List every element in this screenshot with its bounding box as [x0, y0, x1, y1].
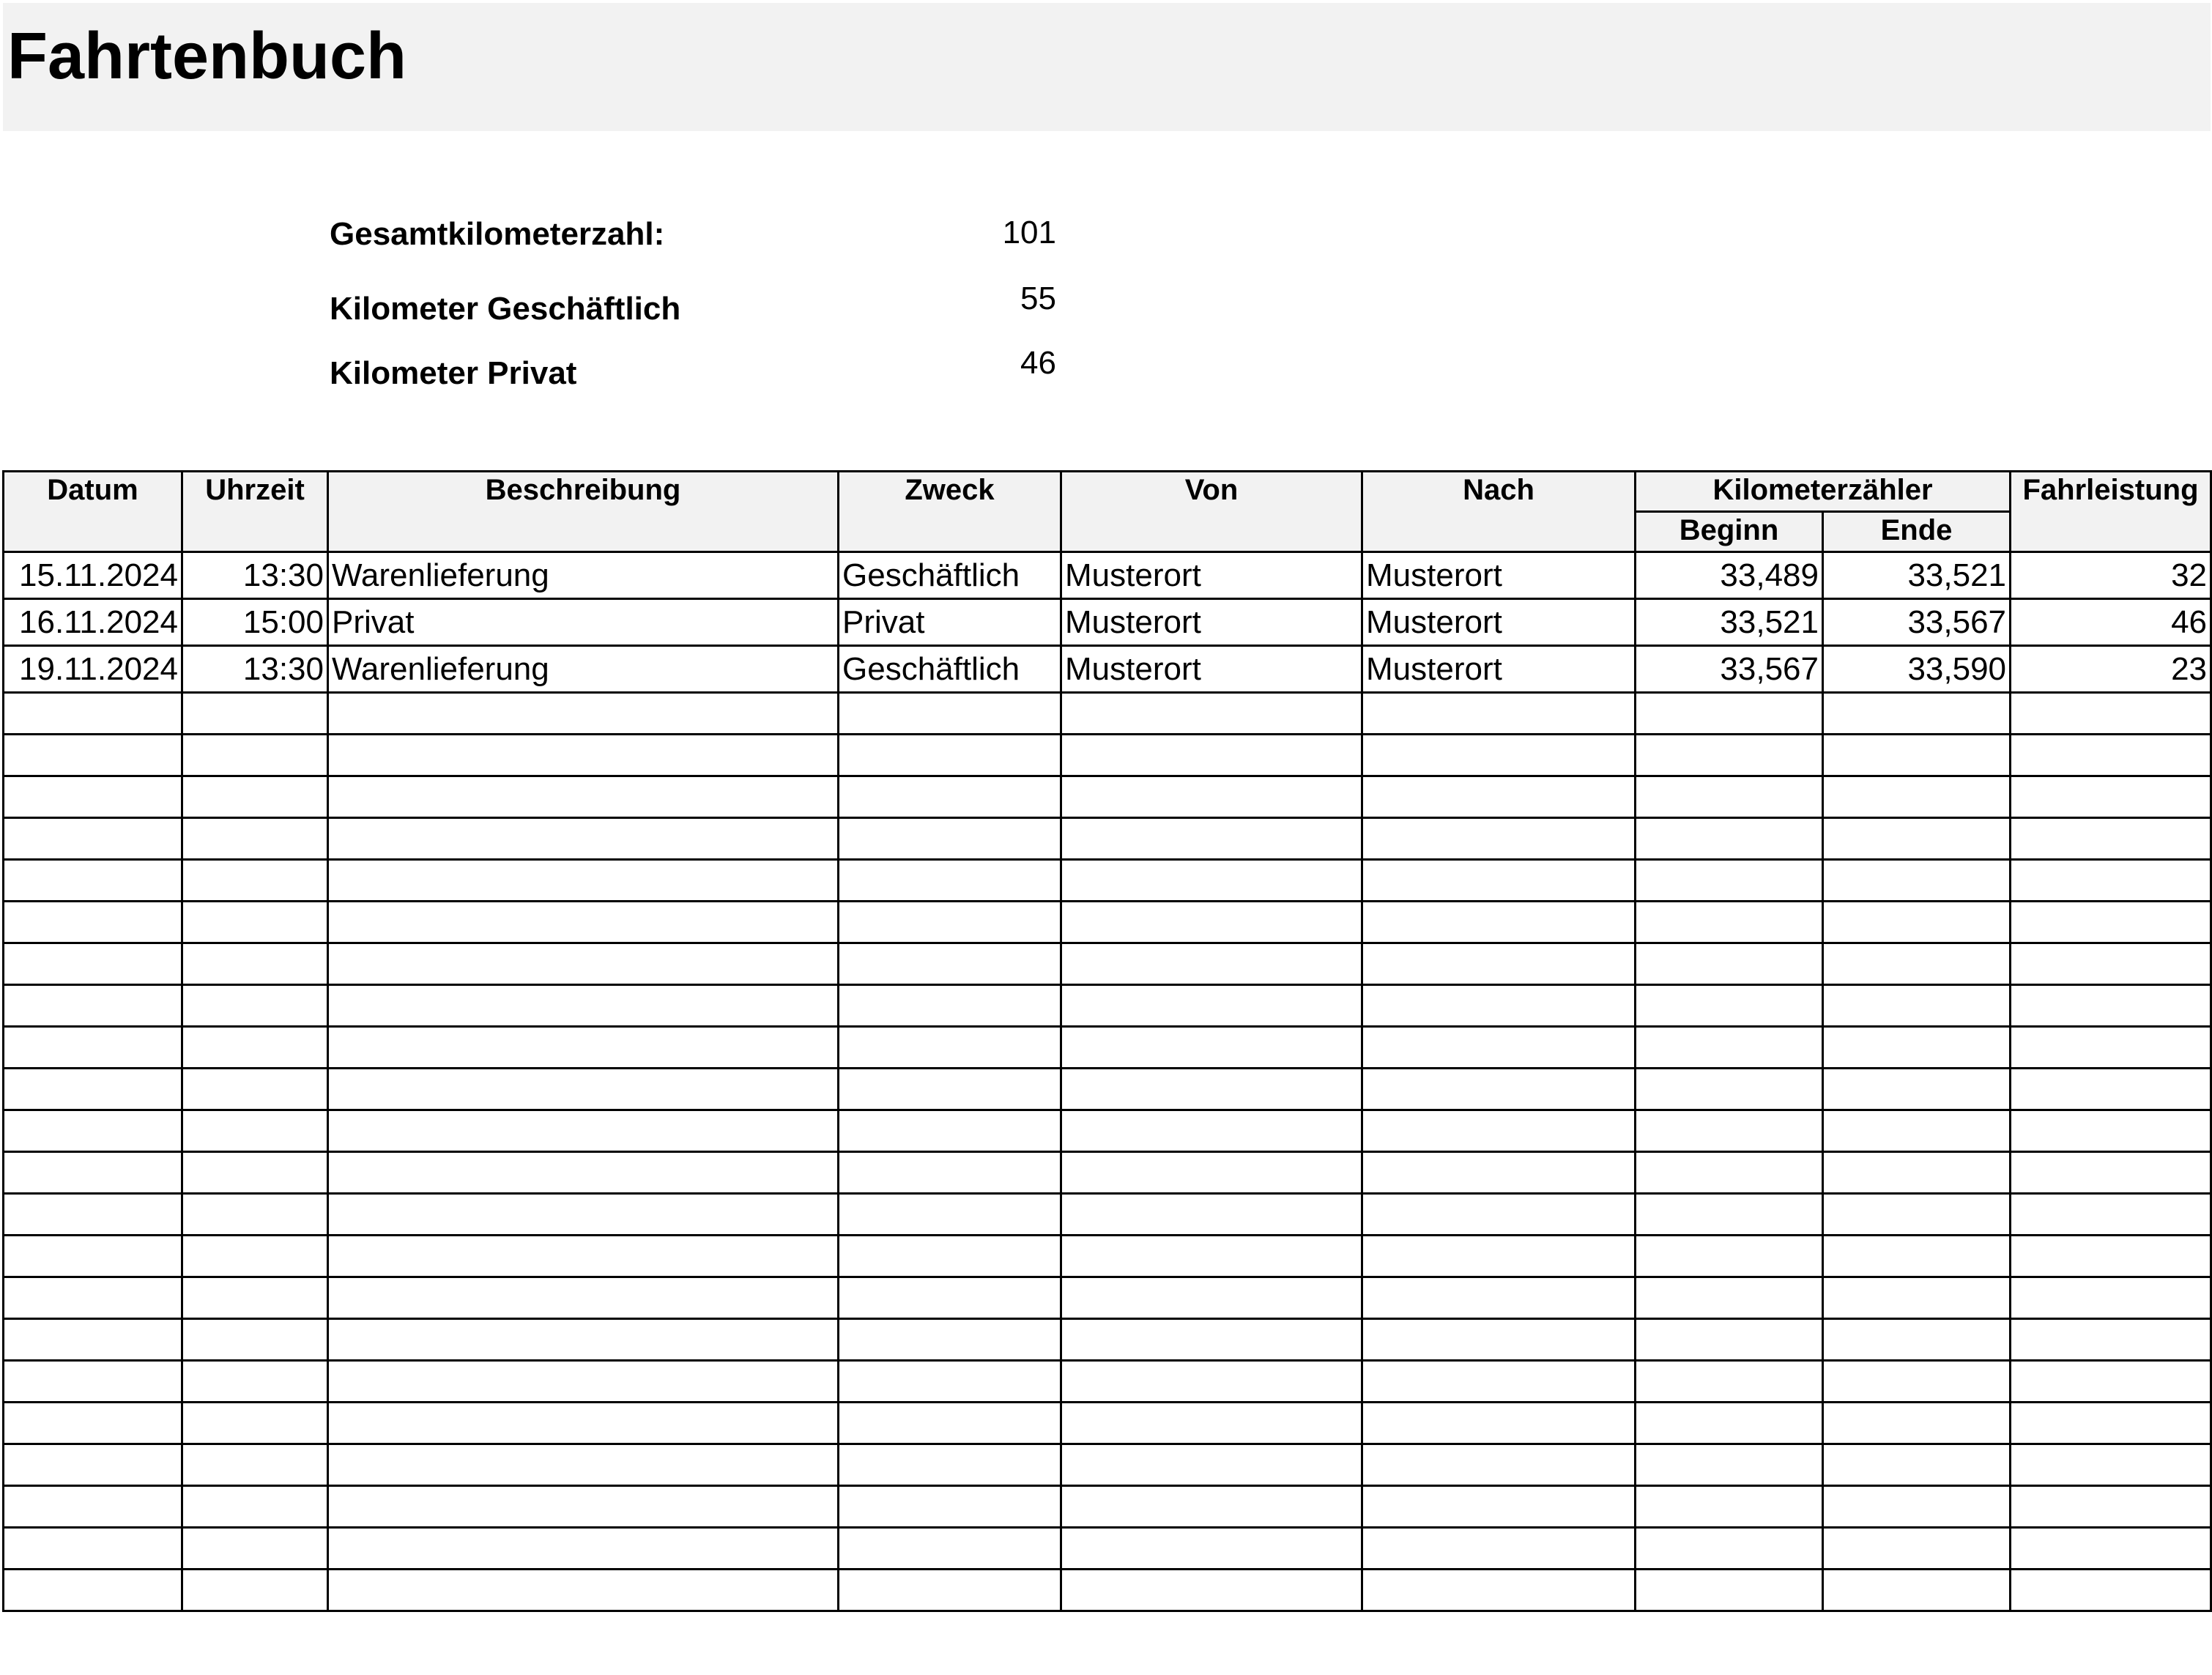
empty-cell-ende[interactable]: [1823, 943, 2011, 985]
empty-cell-von[interactable]: [1061, 1027, 1362, 1069]
empty-cell-von[interactable]: [1061, 1277, 1362, 1319]
empty-cell-nach[interactable]: [1362, 943, 1636, 985]
empty-cell-ende[interactable]: [1823, 1528, 2011, 1570]
cell-beginn[interactable]: 33,567: [1636, 646, 1823, 693]
empty-cell-beginn[interactable]: [1636, 1403, 1823, 1444]
page-title: Fahrtenbuch: [7, 20, 407, 93]
empty-cell-von[interactable]: [1061, 985, 1362, 1027]
empty-cell-beschreibung[interactable]: [328, 1444, 839, 1486]
header-datum[interactable]: Datum: [4, 472, 182, 552]
empty-table-row: [4, 1236, 2211, 1277]
empty-cell-nach[interactable]: [1362, 1444, 1636, 1486]
cell-von[interactable]: Musterort: [1061, 552, 1362, 599]
cell-beschreibung[interactable]: Warenlieferung: [328, 646, 839, 693]
empty-cell-von[interactable]: [1061, 693, 1362, 735]
empty-cell-uhrzeit[interactable]: [182, 735, 328, 776]
empty-cell-datum[interactable]: [4, 1528, 182, 1570]
empty-cell-nach[interactable]: [1362, 1110, 1636, 1152]
cell-uhrzeit[interactable]: 13:30: [182, 552, 328, 599]
empty-cell-von[interactable]: [1061, 1236, 1362, 1277]
header-beschreibung[interactable]: Beschreibung: [328, 472, 839, 552]
cell-fahrleistung[interactable]: 23: [2011, 646, 2211, 693]
empty-cell-zweck[interactable]: [839, 1444, 1061, 1486]
cell-uhrzeit[interactable]: 13:30: [182, 646, 328, 693]
empty-cell-von[interactable]: [1061, 818, 1362, 860]
empty-cell-nach[interactable]: [1362, 1319, 1636, 1361]
empty-cell-nach[interactable]: [1362, 1152, 1636, 1194]
empty-cell-beginn[interactable]: [1636, 1486, 1823, 1528]
empty-cell-zweck[interactable]: [839, 1570, 1061, 1611]
empty-cell-beschreibung[interactable]: [328, 1403, 839, 1444]
empty-cell-datum[interactable]: [4, 1319, 182, 1361]
empty-cell-beschreibung[interactable]: [328, 1570, 839, 1611]
empty-cell-fahrleistung[interactable]: [2011, 1027, 2211, 1069]
empty-cell-zweck[interactable]: [839, 776, 1061, 818]
empty-cell-von[interactable]: [1061, 1486, 1362, 1528]
business-km-label: Kilometer Geschäftlich: [330, 291, 681, 327]
empty-cell-ende[interactable]: [1823, 735, 2011, 776]
empty-cell-beschreibung[interactable]: [328, 735, 839, 776]
empty-table-row: [4, 1319, 2211, 1361]
empty-cell-uhrzeit[interactable]: [182, 943, 328, 985]
cell-zweck[interactable]: Geschäftlich: [839, 646, 1061, 693]
table-body: [4, 552, 2211, 1611]
empty-cell-uhrzeit[interactable]: [182, 1319, 328, 1361]
table-header-row: [4, 472, 2211, 512]
empty-cell-beschreibung[interactable]: [328, 693, 839, 735]
empty-cell-fahrleistung[interactable]: [2011, 1236, 2211, 1277]
trip-log-table: [2, 470, 2212, 1612]
empty-cell-beschreibung[interactable]: [328, 985, 839, 1027]
empty-cell-datum[interactable]: [4, 818, 182, 860]
private-km-value[interactable]: 46: [1020, 345, 1056, 381]
cell-nach[interactable]: Musterort: [1362, 646, 1636, 693]
empty-cell-nach[interactable]: [1362, 860, 1636, 902]
empty-cell-zweck[interactable]: [839, 902, 1061, 943]
empty-table-row: [4, 776, 2211, 818]
empty-cell-datum[interactable]: [4, 1277, 182, 1319]
empty-cell-uhrzeit[interactable]: [182, 1194, 328, 1236]
empty-cell-fahrleistung[interactable]: [2011, 985, 2211, 1027]
empty-cell-beschreibung[interactable]: [328, 776, 839, 818]
header-nach[interactable]: Nach: [1362, 472, 1636, 552]
empty-cell-uhrzeit[interactable]: [182, 1069, 328, 1110]
empty-cell-beschreibung[interactable]: [328, 1069, 839, 1110]
empty-cell-fahrleistung[interactable]: [2011, 1444, 2211, 1486]
empty-cell-fahrleistung[interactable]: [2011, 1277, 2211, 1319]
header-zweck[interactable]: Zweck: [839, 472, 1061, 552]
cell-beschreibung[interactable]: Warenlieferung: [328, 552, 839, 599]
empty-cell-beginn[interactable]: [1636, 1319, 1823, 1361]
empty-cell-ende[interactable]: [1823, 1486, 2011, 1528]
empty-cell-uhrzeit[interactable]: [182, 1236, 328, 1277]
empty-table-row: [4, 693, 2211, 735]
empty-cell-fahrleistung[interactable]: [2011, 943, 2211, 985]
empty-cell-beschreibung[interactable]: [328, 818, 839, 860]
empty-cell-nach[interactable]: [1362, 1236, 1636, 1277]
empty-cell-beginn[interactable]: [1636, 776, 1823, 818]
empty-cell-zweck[interactable]: [839, 943, 1061, 985]
empty-cell-nach[interactable]: [1362, 1027, 1636, 1069]
empty-cell-fahrleistung[interactable]: [2011, 1152, 2211, 1194]
empty-cell-zweck[interactable]: [839, 985, 1061, 1027]
empty-table-row: [4, 1277, 2211, 1319]
empty-cell-fahrleistung[interactable]: [2011, 1570, 2211, 1611]
empty-cell-beschreibung[interactable]: [328, 1528, 839, 1570]
empty-cell-zweck[interactable]: [839, 1236, 1061, 1277]
empty-cell-ende[interactable]: [1823, 693, 2011, 735]
total-km-value[interactable]: 101: [1002, 215, 1056, 250]
empty-cell-zweck[interactable]: [839, 1110, 1061, 1152]
empty-cell-beginn[interactable]: [1636, 735, 1823, 776]
empty-cell-datum[interactable]: [4, 1194, 182, 1236]
empty-table-row: [4, 1110, 2211, 1152]
cell-datum[interactable]: 19.11.2024: [4, 646, 182, 693]
empty-cell-nach[interactable]: [1362, 1194, 1636, 1236]
empty-cell-zweck[interactable]: [839, 1069, 1061, 1110]
empty-cell-nach[interactable]: [1362, 1361, 1636, 1403]
cell-von[interactable]: Musterort: [1061, 646, 1362, 693]
empty-cell-zweck[interactable]: [839, 1027, 1061, 1069]
empty-cell-von[interactable]: [1061, 943, 1362, 985]
empty-cell-ende[interactable]: [1823, 1361, 2011, 1403]
empty-cell-datum[interactable]: [4, 1110, 182, 1152]
empty-cell-zweck[interactable]: [839, 1528, 1061, 1570]
cell-nach[interactable]: Musterort: [1362, 599, 1636, 646]
empty-cell-beginn[interactable]: [1636, 1570, 1823, 1611]
empty-table-row: [4, 1570, 2211, 1611]
empty-cell-ende[interactable]: [1823, 776, 2011, 818]
empty-cell-datum[interactable]: [4, 1027, 182, 1069]
empty-cell-uhrzeit[interactable]: [182, 985, 328, 1027]
empty-cell-datum[interactable]: [4, 1361, 182, 1403]
empty-cell-ende[interactable]: [1823, 1152, 2011, 1194]
empty-cell-nach[interactable]: [1362, 985, 1636, 1027]
private-km-label: Kilometer Privat: [330, 355, 577, 391]
empty-cell-beschreibung[interactable]: [328, 1236, 839, 1277]
empty-cell-fahrleistung[interactable]: [2011, 693, 2211, 735]
empty-table-row: [4, 985, 2211, 1027]
empty-cell-nach[interactable]: [1362, 1277, 1636, 1319]
empty-cell-beginn[interactable]: [1636, 1110, 1823, 1152]
empty-cell-beschreibung[interactable]: [328, 1361, 839, 1403]
empty-cell-uhrzeit[interactable]: [182, 1110, 328, 1152]
cell-beschreibung[interactable]: Privat: [328, 599, 839, 646]
empty-cell-nach[interactable]: [1362, 735, 1636, 776]
empty-cell-nach[interactable]: [1362, 1403, 1636, 1444]
empty-cell-von[interactable]: [1061, 1361, 1362, 1403]
cell-nach[interactable]: Musterort: [1362, 552, 1636, 599]
empty-table-row: [4, 1528, 2211, 1570]
empty-cell-zweck[interactable]: [839, 1277, 1061, 1319]
empty-cell-fahrleistung[interactable]: [2011, 1403, 2211, 1444]
empty-table-row: [4, 1194, 2211, 1236]
empty-cell-von[interactable]: [1061, 1528, 1362, 1570]
empty-cell-zweck[interactable]: [839, 1486, 1061, 1528]
empty-table-row: [4, 943, 2211, 985]
empty-cell-zweck[interactable]: [839, 1403, 1061, 1444]
header-beginn[interactable]: Beginn: [1636, 512, 1823, 552]
empty-cell-nach[interactable]: [1362, 1528, 1636, 1570]
empty-table-row: [4, 1486, 2211, 1528]
table-row: [4, 599, 2211, 646]
empty-cell-beginn[interactable]: [1636, 1069, 1823, 1110]
empty-cell-beginn[interactable]: [1636, 1444, 1823, 1486]
empty-cell-uhrzeit[interactable]: [182, 860, 328, 902]
empty-cell-datum[interactable]: [4, 693, 182, 735]
empty-cell-ende[interactable]: [1823, 1570, 2011, 1611]
empty-cell-fahrleistung[interactable]: [2011, 902, 2211, 943]
empty-cell-fahrleistung[interactable]: [2011, 860, 2211, 902]
empty-cell-uhrzeit[interactable]: [182, 818, 328, 860]
empty-cell-ende[interactable]: [1823, 1319, 2011, 1361]
empty-cell-von[interactable]: [1061, 1194, 1362, 1236]
empty-cell-von[interactable]: [1061, 1319, 1362, 1361]
empty-cell-ende[interactable]: [1823, 1110, 2011, 1152]
empty-cell-ende[interactable]: [1823, 818, 2011, 860]
empty-cell-beschreibung[interactable]: [328, 902, 839, 943]
empty-cell-uhrzeit[interactable]: [182, 902, 328, 943]
cell-datum[interactable]: 15.11.2024: [4, 552, 182, 599]
header-von[interactable]: Von: [1061, 472, 1362, 552]
empty-cell-zweck[interactable]: [839, 735, 1061, 776]
empty-cell-ende[interactable]: [1823, 1027, 2011, 1069]
cell-datum[interactable]: 16.11.2024: [4, 599, 182, 646]
empty-cell-uhrzeit[interactable]: [182, 693, 328, 735]
empty-cell-nach[interactable]: [1362, 1069, 1636, 1110]
empty-cell-uhrzeit[interactable]: [182, 1528, 328, 1570]
empty-cell-nach[interactable]: [1362, 902, 1636, 943]
total-km-label: Gesamtkilometerzahl:: [330, 216, 665, 252]
empty-cell-beschreibung[interactable]: [328, 1110, 839, 1152]
cell-fahrleistung[interactable]: 32: [2011, 552, 2211, 599]
empty-cell-von[interactable]: [1061, 735, 1362, 776]
business-km-value[interactable]: 55: [1020, 281, 1056, 316]
header-kilometerzaehler[interactable]: Kilometerzähler: [1636, 472, 2011, 512]
empty-cell-fahrleistung[interactable]: [2011, 1528, 2211, 1570]
empty-cell-datum[interactable]: [4, 1152, 182, 1194]
empty-cell-zweck[interactable]: [839, 1152, 1061, 1194]
empty-cell-beginn[interactable]: [1636, 1528, 1823, 1570]
header-ende[interactable]: Ende: [1823, 512, 2011, 552]
empty-cell-fahrleistung[interactable]: [2011, 1361, 2211, 1403]
empty-cell-von[interactable]: [1061, 1152, 1362, 1194]
cell-fahrleistung[interactable]: 46: [2011, 599, 2211, 646]
empty-cell-uhrzeit[interactable]: [182, 1486, 328, 1528]
empty-cell-fahrleistung[interactable]: [2011, 1486, 2211, 1528]
empty-table-row: [4, 1027, 2211, 1069]
empty-cell-von[interactable]: [1061, 776, 1362, 818]
empty-cell-beginn[interactable]: [1636, 1152, 1823, 1194]
empty-cell-von[interactable]: [1061, 1570, 1362, 1611]
empty-cell-von[interactable]: [1061, 1069, 1362, 1110]
empty-cell-fahrleistung[interactable]: [2011, 1194, 2211, 1236]
empty-cell-beschreibung[interactable]: [328, 1194, 839, 1236]
cell-von[interactable]: Musterort: [1061, 599, 1362, 646]
empty-cell-nach[interactable]: [1362, 776, 1636, 818]
empty-cell-von[interactable]: [1061, 1110, 1362, 1152]
empty-cell-fahrleistung[interactable]: [2011, 1319, 2211, 1361]
empty-table-row: [4, 735, 2211, 776]
empty-cell-beginn[interactable]: [1636, 1194, 1823, 1236]
empty-cell-datum[interactable]: [4, 776, 182, 818]
empty-cell-uhrzeit[interactable]: [182, 1570, 328, 1611]
empty-table-row: [4, 860, 2211, 902]
title-band: [3, 3, 2211, 131]
empty-cell-beginn[interactable]: [1636, 860, 1823, 902]
summary-block: [330, 212, 1062, 391]
empty-table-row: [4, 902, 2211, 943]
empty-cell-beschreibung[interactable]: [328, 860, 839, 902]
empty-cell-zweck[interactable]: [839, 860, 1061, 902]
empty-cell-datum[interactable]: [4, 1236, 182, 1277]
cell-ende[interactable]: 33,590: [1823, 646, 2011, 693]
empty-cell-fahrleistung[interactable]: [2011, 735, 2211, 776]
empty-table-row: [4, 1069, 2211, 1110]
empty-cell-datum[interactable]: [4, 985, 182, 1027]
empty-cell-ende[interactable]: [1823, 902, 2011, 943]
empty-cell-uhrzeit[interactable]: [182, 1152, 328, 1194]
empty-cell-beschreibung[interactable]: [328, 1486, 839, 1528]
header-uhrzeit[interactable]: Uhrzeit: [182, 472, 328, 552]
empty-table-row: [4, 1444, 2211, 1486]
empty-cell-ende[interactable]: [1823, 1444, 2011, 1486]
empty-cell-ende[interactable]: [1823, 1277, 2011, 1319]
empty-cell-zweck[interactable]: [839, 1319, 1061, 1361]
empty-cell-ende[interactable]: [1823, 1236, 2011, 1277]
empty-cell-datum[interactable]: [4, 943, 182, 985]
empty-cell-beginn[interactable]: [1636, 943, 1823, 985]
empty-cell-von[interactable]: [1061, 860, 1362, 902]
empty-table-row: [4, 1152, 2211, 1194]
empty-cell-von[interactable]: [1061, 1444, 1362, 1486]
empty-cell-uhrzeit[interactable]: [182, 1361, 328, 1403]
empty-cell-datum[interactable]: [4, 1486, 182, 1528]
empty-cell-beschreibung[interactable]: [328, 1319, 839, 1361]
empty-cell-ende[interactable]: [1823, 1069, 2011, 1110]
empty-cell-datum[interactable]: [4, 902, 182, 943]
empty-cell-beginn[interactable]: [1636, 985, 1823, 1027]
empty-cell-fahrleistung[interactable]: [2011, 1069, 2211, 1110]
empty-cell-uhrzeit[interactable]: [182, 776, 328, 818]
empty-cell-datum[interactable]: [4, 735, 182, 776]
empty-cell-uhrzeit[interactable]: [182, 1444, 328, 1486]
empty-cell-von[interactable]: [1061, 902, 1362, 943]
cell-beginn[interactable]: 33,489: [1636, 552, 1823, 599]
table-row: [4, 552, 2211, 599]
empty-cell-uhrzeit[interactable]: [182, 1277, 328, 1319]
empty-cell-zweck[interactable]: [839, 693, 1061, 735]
empty-cell-beginn[interactable]: [1636, 1236, 1823, 1277]
empty-cell-ende[interactable]: [1823, 985, 2011, 1027]
cell-ende[interactable]: 33,521: [1823, 552, 2011, 599]
cell-uhrzeit[interactable]: 15:00: [182, 599, 328, 646]
empty-table-row: [4, 1403, 2211, 1444]
cell-zweck[interactable]: Geschäftlich: [839, 552, 1061, 599]
empty-cell-beginn[interactable]: [1636, 1277, 1823, 1319]
empty-cell-zweck[interactable]: [839, 1361, 1061, 1403]
empty-cell-beginn[interactable]: [1636, 818, 1823, 860]
empty-cell-zweck[interactable]: [839, 1194, 1061, 1236]
empty-cell-fahrleistung[interactable]: [2011, 1110, 2211, 1152]
empty-cell-datum[interactable]: [4, 1444, 182, 1486]
empty-cell-nach[interactable]: [1362, 818, 1636, 860]
empty-cell-beschreibung[interactable]: [328, 1027, 839, 1069]
empty-cell-zweck[interactable]: [839, 818, 1061, 860]
empty-cell-nach[interactable]: [1362, 1486, 1636, 1528]
empty-cell-nach[interactable]: [1362, 1570, 1636, 1611]
empty-cell-beginn[interactable]: [1636, 1361, 1823, 1403]
empty-cell-beschreibung[interactable]: [328, 1152, 839, 1194]
empty-cell-ende[interactable]: [1823, 1403, 2011, 1444]
empty-cell-beginn[interactable]: [1636, 693, 1823, 735]
empty-cell-ende[interactable]: [1823, 1194, 2011, 1236]
empty-cell-datum[interactable]: [4, 1069, 182, 1110]
empty-cell-beginn[interactable]: [1636, 1027, 1823, 1069]
cell-zweck[interactable]: Privat: [839, 599, 1061, 646]
empty-cell-fahrleistung[interactable]: [2011, 776, 2211, 818]
empty-cell-beschreibung[interactable]: [328, 943, 839, 985]
empty-cell-uhrzeit[interactable]: [182, 1403, 328, 1444]
table-row: [4, 646, 2211, 693]
cell-ende[interactable]: 33,567: [1823, 599, 2011, 646]
empty-cell-uhrzeit[interactable]: [182, 1027, 328, 1069]
empty-table-row: [4, 818, 2211, 860]
empty-cell-von[interactable]: [1061, 1403, 1362, 1444]
empty-cell-beginn[interactable]: [1636, 902, 1823, 943]
empty-table-row: [4, 1361, 2211, 1403]
empty-cell-datum[interactable]: [4, 860, 182, 902]
empty-cell-beschreibung[interactable]: [328, 1277, 839, 1319]
summary-total-row: [330, 212, 1062, 391]
header-fahrleistung[interactable]: Fahrleistung: [2011, 472, 2211, 552]
cell-beginn[interactable]: 33,521: [1636, 599, 1823, 646]
empty-cell-datum[interactable]: [4, 1403, 182, 1444]
empty-cell-fahrleistung[interactable]: [2011, 818, 2211, 860]
empty-cell-nach[interactable]: [1362, 693, 1636, 735]
empty-cell-ende[interactable]: [1823, 860, 2011, 902]
empty-cell-datum[interactable]: [4, 1570, 182, 1611]
